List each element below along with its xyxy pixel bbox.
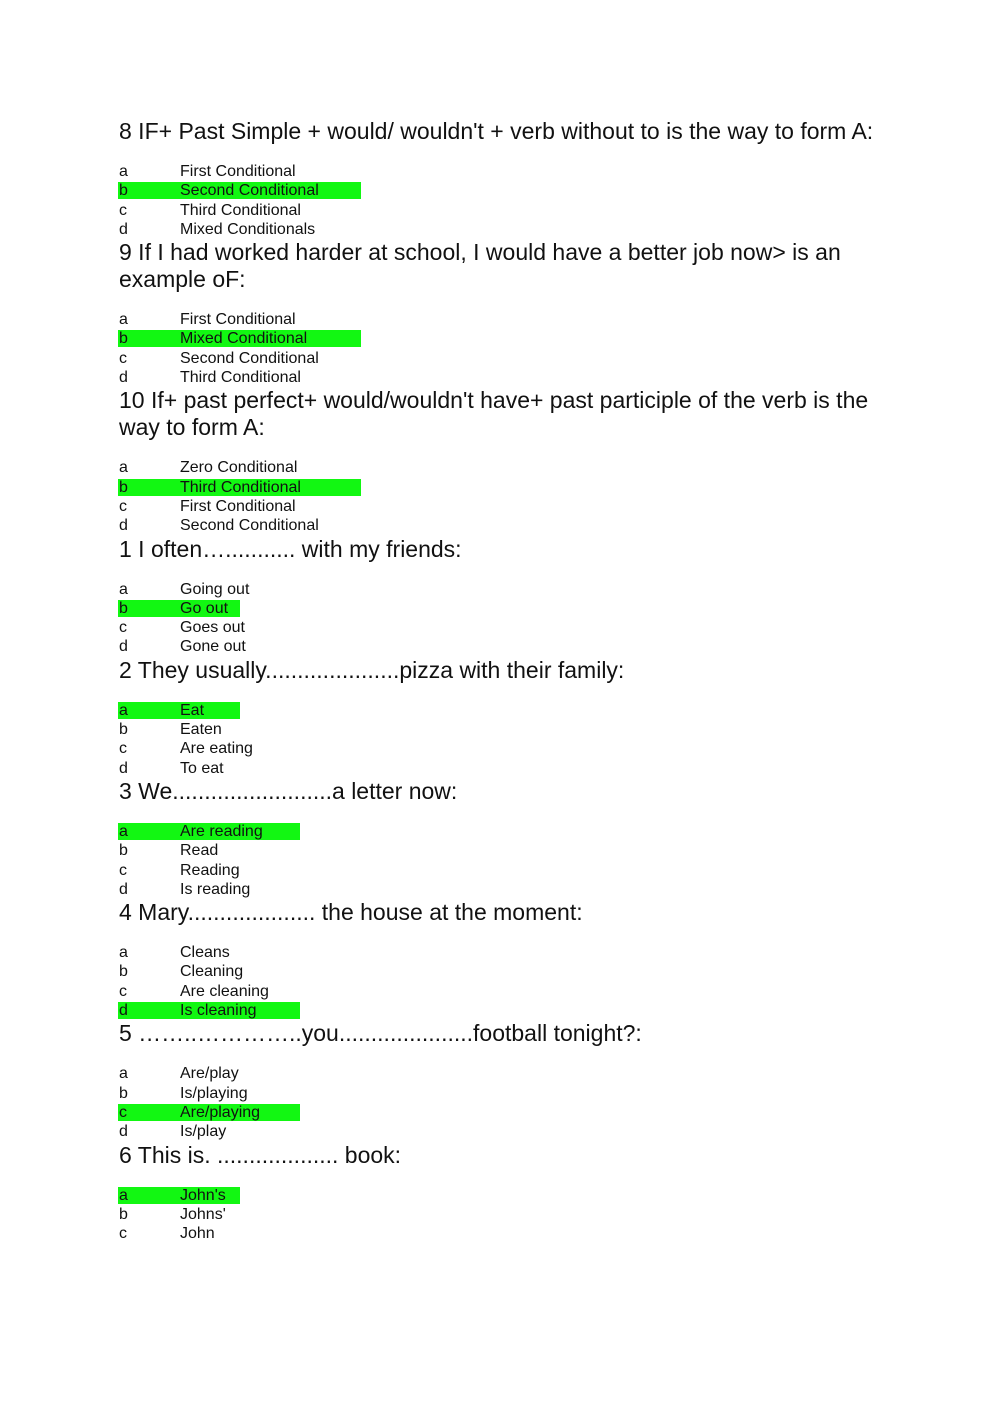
option-text: Are/playing bbox=[180, 1103, 261, 1121]
option-text: Cleans bbox=[180, 944, 230, 962]
option-item bbox=[119, 349, 879, 368]
option-item bbox=[119, 637, 879, 656]
option-item-correct bbox=[119, 478, 879, 497]
option-letter: a bbox=[119, 701, 128, 719]
option-item bbox=[119, 497, 879, 516]
option-list bbox=[119, 310, 879, 387]
option-letter: c bbox=[119, 1225, 127, 1243]
option-item bbox=[119, 1064, 879, 1083]
question-text: 9 If I had worked harder at school, I would have a better job now> is an example oF: bbox=[119, 239, 841, 293]
option-item-correct bbox=[119, 1103, 879, 1122]
option-item bbox=[119, 1122, 879, 1141]
option-text: Eaten bbox=[180, 721, 222, 739]
option-letter: d bbox=[119, 880, 128, 898]
option-letter: b bbox=[119, 478, 128, 496]
option-letter: a bbox=[119, 1065, 128, 1083]
option-text: Are eating bbox=[180, 740, 253, 758]
option-item-correct bbox=[119, 181, 879, 200]
question-block bbox=[119, 1142, 879, 1244]
option-text: Johns' bbox=[180, 1205, 226, 1223]
option-text: Is/playing bbox=[180, 1084, 248, 1102]
option-item bbox=[119, 162, 879, 181]
option-letter: b bbox=[119, 330, 128, 348]
option-item bbox=[119, 880, 879, 899]
option-text: Is reading bbox=[180, 880, 251, 898]
option-item-correct bbox=[119, 1001, 879, 1020]
option-text: Are reading bbox=[180, 822, 263, 840]
option-item bbox=[119, 841, 879, 860]
option-letter: a bbox=[119, 1186, 128, 1204]
option-letter: c bbox=[119, 861, 127, 879]
option-text: Gone out bbox=[180, 638, 246, 656]
option-item bbox=[119, 618, 879, 637]
option-text: Third Conditional bbox=[180, 369, 301, 387]
option-text: Are cleaning bbox=[180, 982, 269, 1000]
option-text: Are/play bbox=[180, 1065, 239, 1083]
option-letter: a bbox=[119, 944, 128, 962]
option-letter: b bbox=[119, 842, 128, 860]
option-text: John's bbox=[180, 1186, 226, 1204]
option-item bbox=[119, 310, 879, 329]
option-letter: c bbox=[119, 497, 127, 515]
option-text: First Conditional bbox=[180, 163, 296, 180]
option-letter: d bbox=[119, 1002, 128, 1020]
option-item bbox=[119, 1084, 879, 1103]
option-item bbox=[119, 739, 879, 758]
option-item bbox=[119, 458, 879, 477]
option-letter: d bbox=[119, 1123, 128, 1141]
option-list bbox=[119, 580, 879, 657]
option-letter: c bbox=[119, 619, 127, 637]
option-letter: d bbox=[119, 369, 128, 387]
answer-highlight bbox=[118, 702, 240, 719]
option-text: Read bbox=[180, 842, 219, 860]
option-text: Goes out bbox=[180, 619, 245, 637]
option-text: Second Conditional bbox=[180, 517, 319, 535]
option-text: Eat bbox=[180, 701, 205, 719]
question-text: 3 We.........................a letter now: bbox=[119, 777, 458, 804]
question-text: 6 This is. ................... book: bbox=[119, 1141, 402, 1168]
option-letter: c bbox=[119, 1103, 127, 1121]
option-item bbox=[119, 580, 879, 599]
option-text: John bbox=[180, 1225, 215, 1243]
option-letter: a bbox=[119, 580, 128, 598]
option-text: Second Conditional bbox=[180, 349, 319, 367]
option-text: Second Conditional bbox=[180, 182, 319, 200]
option-item bbox=[119, 861, 879, 880]
option-text: Mixed Conditional bbox=[180, 330, 308, 348]
option-letter: c bbox=[119, 740, 127, 758]
option-item bbox=[119, 962, 879, 981]
option-text: To eat bbox=[180, 759, 224, 777]
question-text: 5 ……..…………..you.....................football tonight?: bbox=[119, 1020, 642, 1047]
option-item bbox=[119, 982, 879, 1001]
option-letter: b bbox=[119, 721, 128, 739]
option-letter: d bbox=[119, 220, 128, 238]
option-letter: d bbox=[119, 638, 128, 656]
option-text: Is/play bbox=[180, 1123, 227, 1141]
option-letter: b bbox=[119, 182, 128, 200]
option-list bbox=[119, 1064, 879, 1141]
question-block bbox=[119, 1020, 879, 1141]
option-item bbox=[119, 516, 879, 535]
option-letter: b bbox=[119, 1205, 128, 1223]
option-text: Go out bbox=[180, 599, 229, 617]
option-list bbox=[119, 1186, 879, 1244]
option-letter: b bbox=[119, 963, 128, 981]
question-block bbox=[119, 387, 879, 535]
option-list bbox=[119, 162, 879, 239]
question-text: 10 If+ past perfect+ would/wouldn't have+ past participle of the verb is the way to form A: bbox=[119, 387, 869, 441]
option-text: Third Conditional bbox=[180, 478, 301, 496]
option-letter: a bbox=[119, 822, 128, 840]
option-item bbox=[119, 1224, 879, 1243]
option-item bbox=[119, 220, 879, 239]
option-text: Is cleaning bbox=[180, 1002, 257, 1020]
option-item bbox=[119, 201, 879, 220]
option-text: Reading bbox=[180, 861, 240, 879]
question-text: 2 They usually.....................pizza with their family: bbox=[119, 656, 625, 683]
question-block bbox=[119, 118, 879, 239]
option-text: Third Conditional bbox=[180, 201, 301, 219]
option-item-correct bbox=[119, 599, 879, 618]
option-text: Zero Conditional bbox=[180, 459, 298, 477]
option-letter: d bbox=[119, 517, 128, 535]
option-item-correct bbox=[119, 701, 879, 720]
question-block bbox=[119, 657, 879, 778]
option-item bbox=[119, 759, 879, 778]
option-list bbox=[119, 701, 879, 778]
option-item bbox=[119, 943, 879, 962]
option-letter: c bbox=[119, 349, 127, 367]
option-letter: c bbox=[119, 201, 127, 219]
option-text: Going out bbox=[180, 580, 250, 598]
question-text: 1 I often…........... with my friends: bbox=[119, 535, 462, 562]
option-item bbox=[119, 1205, 879, 1224]
option-letter: a bbox=[119, 311, 128, 329]
option-list bbox=[119, 943, 879, 1020]
option-item-correct bbox=[119, 329, 879, 348]
option-text: Cleaning bbox=[180, 963, 244, 981]
question-block bbox=[119, 239, 879, 387]
question-block bbox=[119, 778, 879, 899]
option-item-correct bbox=[119, 1186, 879, 1205]
option-letter: b bbox=[119, 1084, 128, 1102]
option-list bbox=[119, 822, 879, 899]
option-letter: d bbox=[119, 759, 128, 777]
question-text: 8 IF+ Past Simple + would/ wouldn't + verb without to is the way to form A: bbox=[119, 118, 874, 144]
option-list bbox=[119, 458, 879, 535]
option-letter: a bbox=[119, 459, 128, 477]
question-block bbox=[119, 536, 879, 657]
question-block bbox=[119, 899, 879, 1020]
option-letter: a bbox=[119, 163, 128, 180]
quiz-document bbox=[119, 118, 879, 1243]
option-text: First Conditional bbox=[180, 497, 296, 515]
option-letter: b bbox=[119, 599, 128, 617]
option-text: Mixed Conditionals bbox=[180, 220, 316, 238]
option-item-correct bbox=[119, 822, 879, 841]
option-text: First Conditional bbox=[180, 311, 296, 329]
option-item bbox=[119, 368, 879, 387]
question-text: 4 Mary.................... the house at the moment: bbox=[119, 899, 583, 926]
option-letter: c bbox=[119, 982, 127, 1000]
option-item bbox=[119, 720, 879, 739]
